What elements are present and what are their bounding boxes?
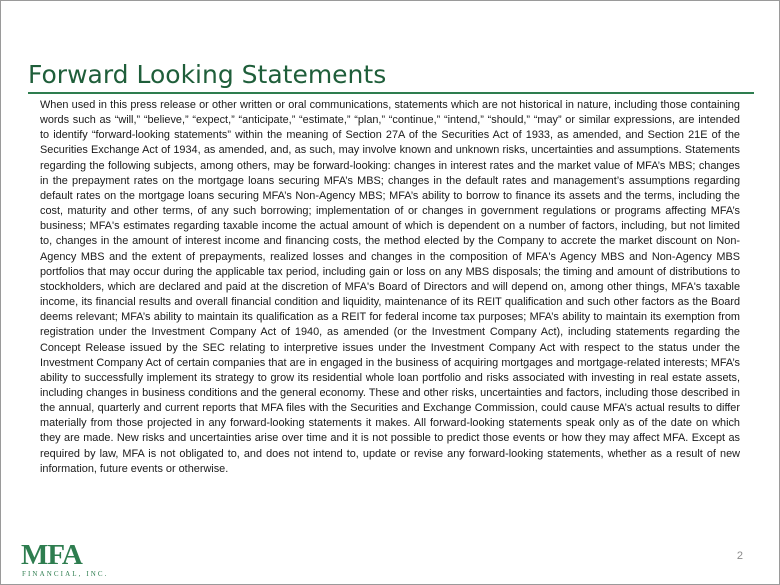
page-number: 2 (736, 550, 743, 562)
slide-title: Forward Looking Statements (28, 60, 387, 89)
forward-looking-statement-body: When used in this press release or other written or oral communications, statements which are not historical in nature, including those containing words such as “will,” “believe,” “expect,” “anticipate,” “estimate,” “plan,” “continue,” “intend,” “should,” “may” or similar expressions, are intended to identify “forward-looking statements” within the meaning of Section 27A of the Securities Act of 1933, as amended, and Section 21E of the Securities Exchange Act of 1934, as amended, and, as such, may involve known and unknown risks, uncertainties and assumptions. Statements regarding the following subjects, among others, may be forward-looking: changes in interest rates and the market value of MFA’s MBS; changes in the prepayment rates on the mortgage loans securing MFA’s MBS; changes in the default rates and management’s assumptions regarding default rates on the mortgage loans securing MFA’s Non-Agency MBS; MFA’s ability to borrow to finance its assets and the terms, including the cost, maturity and other terms, of any such borrowing; implementation of or changes in government regulations or programs affecting MFA’s business; MFA's estimates regarding taxable income the actual amount of which is dependent on a number of factors, including, but not limited to, changes in the amount of interest income and financing costs, the method elected by the Company to accrete the market discount on Non-Agency MBS and the extent of prepayments, realized losses and changes in the composition of MFA's Agency MBS and Non-Agency MBS portfolios that may occur during the applicable tax period, including gain or loss on any MBS disposals; the timing and amount of distributions to stockholders, which are declared and paid at the discretion of MFA's Board of Directors and will depend on, among other things, MFA's taxable income, its financial results and overall financial condition and liquidity, maintenance of its REIT qualification and such other factors as the Board deems relevant; MFA’s ability to maintain its qualification as a REIT for federal income tax purposes; MFA’s ability to maintain its exemption from registration under the Investment Company Act of 1940, as amended (or the Investment Company Act), including statements regarding the Concept Release issued by the SEC relating to interpretive issues under the Investment Company Act with respect to the status under the Investment Company Act of certain companies that are in engaged in the business of acquiring mortgages and mortgage-related interests; MFA’s ability to successfully implement its strategy to grow its residential whole loan portfolio and risks associated with investing in real estate assets, including changes in business conditions and the general economy. These and other risks, uncertainties and factors, including those described in the annual, quarterly and current reports that MFA files with the Securities and Exchange Commission, could cause MFA’s actual results to differ materially from those projected in any forward-looking statements it makes. All forward-looking statements speak only as of the date on which they are made. New risks and uncertainties arise over time and it is not possible to predict those events or how they may affect MFA. Except as required by law, MFA is not obligated to, and does not intend to, update or revise any forward-looking statements, whether as a result of new information, future events or otherwise. (40, 99, 740, 475)
title-underline (28, 92, 754, 94)
logo-wordmark: MFA (21, 539, 82, 571)
logo-subtitle: FINANCIAL, INC. (22, 570, 109, 578)
mfa-logo (21, 540, 113, 580)
